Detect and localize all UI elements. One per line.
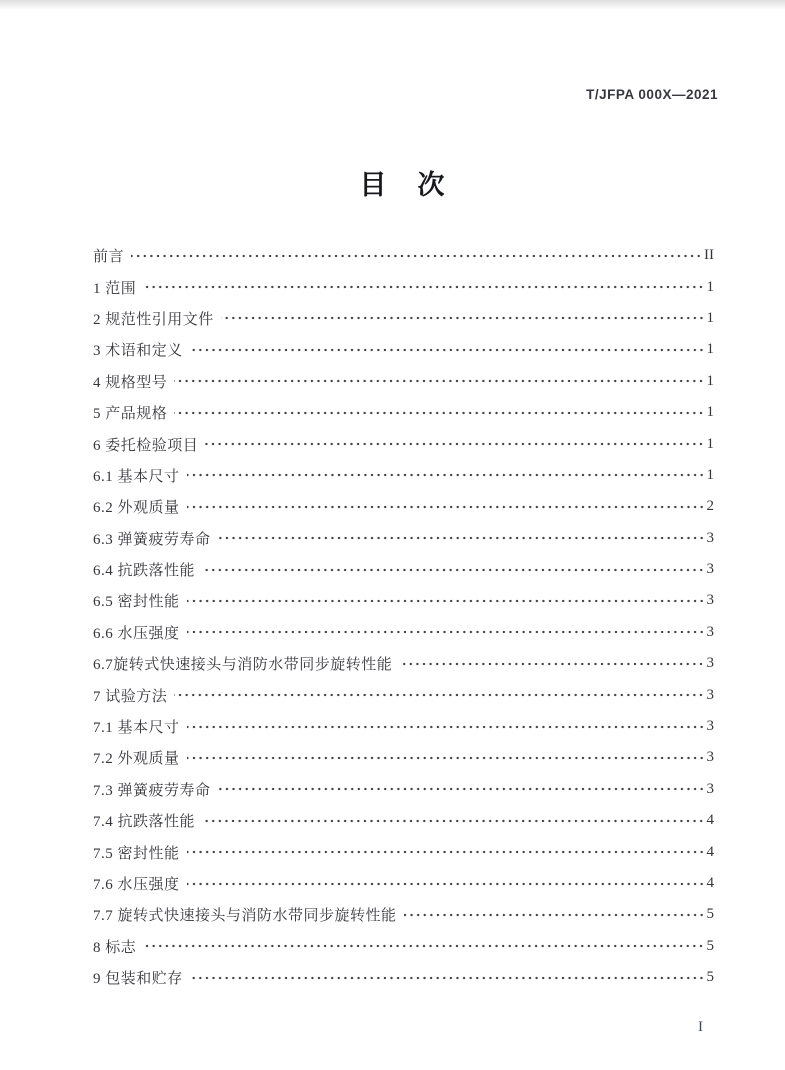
- toc-entry-page-number: 1: [706, 466, 714, 483]
- toc-entry-label: 4 规格型号: [93, 374, 168, 391]
- toc-entry: [93, 805, 714, 836]
- toc-entry: [93, 899, 714, 930]
- toc-entry-page-number: 5: [706, 969, 714, 986]
- toc-dot-leader: [202, 554, 704, 585]
- toc-entry-page-number: 3: [706, 749, 714, 766]
- toc-entry: [93, 836, 714, 867]
- toc-dot-leader: [187, 491, 705, 522]
- toc-entry-label: 7 试验方法: [93, 688, 168, 705]
- toc-entry-label: 6.1 基本尺寸: [93, 468, 180, 485]
- toc-entry: [93, 585, 714, 616]
- toc-dot-leader: [187, 585, 705, 616]
- toc-entry: [93, 617, 714, 648]
- toc-entry-label: 7.1 基本尺寸: [93, 720, 180, 737]
- toc-entry: [93, 366, 714, 397]
- toc-entry: [93, 554, 714, 585]
- toc-entry: [93, 523, 714, 554]
- toc-entry: [93, 742, 714, 773]
- toc-entry-page-number: 1: [706, 309, 714, 326]
- toc-entry-page-number: 5: [706, 906, 714, 923]
- toc-dot-leader: [221, 303, 705, 334]
- toc-dot-leader: [218, 523, 705, 554]
- toc-entry: [93, 962, 714, 993]
- toc-dot-leader: [187, 711, 705, 742]
- toc-entry-label: 6.6 水压强度: [93, 625, 180, 642]
- toc-entry-label: 7.5 密封性能: [93, 845, 180, 862]
- toc-entry: [93, 240, 714, 271]
- toc-entry-label: 前言: [93, 249, 125, 266]
- toc-entry-label: 6.3 弹簧疲劳寿命: [93, 531, 211, 548]
- toc-dot-leader: [187, 742, 705, 773]
- toc-dot-leader: [190, 962, 705, 993]
- toc-entry: [93, 648, 714, 679]
- toc-entry-page-number: 1: [706, 278, 714, 295]
- toc-entry-page-number: 3: [706, 655, 714, 672]
- toc-dot-leader: [187, 836, 705, 867]
- toc-dot-leader: [174, 397, 704, 428]
- toc-dot-leader: [174, 679, 704, 710]
- toc-entry-page-number: 4: [706, 843, 714, 860]
- toc-dot-leader: [187, 617, 705, 648]
- table-of-contents: [93, 240, 714, 993]
- toc-dot-leader: [187, 460, 705, 491]
- toc-entry: [93, 679, 714, 710]
- toc-dot-leader: [205, 428, 704, 459]
- toc-entry-label: 7.4 抗跌落性能: [93, 814, 196, 831]
- toc-entry-label: 7.3 弹簧疲劳寿命: [93, 782, 211, 799]
- toc-entry-page-number: 3: [706, 592, 714, 609]
- toc-entry-label: 6.7旋转式快速接头与消防水带同步旋转性能: [93, 657, 393, 674]
- toc-entry-label: 6.5 密封性能: [93, 594, 180, 611]
- toc-entry-page-number: 5: [706, 937, 714, 954]
- toc-dot-leader: [143, 931, 704, 962]
- standard-code: T/JFPA 000X—2021: [586, 87, 718, 102]
- toc-entry-page-number: 3: [706, 780, 714, 797]
- toc-dot-leader: [218, 774, 705, 805]
- toc-entry-page-number: 3: [706, 529, 714, 546]
- toc-entry-label: 7.6 水压强度: [93, 877, 180, 893]
- toc-entry-page-number: II: [704, 247, 714, 264]
- toc-entry-page-number: 3: [706, 623, 714, 640]
- toc-entry-page-number: 1: [706, 341, 714, 358]
- toc-entry-label: 7.2 外观质量: [93, 751, 180, 768]
- toc-dot-leader: [404, 899, 705, 930]
- toc-entry-label: 2 规范性引用文件: [93, 311, 214, 328]
- toc-dot-leader: [399, 648, 704, 679]
- toc-dot-leader: [187, 868, 705, 899]
- toc-entry: [93, 334, 714, 365]
- toc-entry-page-number: 4: [706, 875, 714, 891]
- toc-entry-page-number: 3: [706, 561, 714, 578]
- toc-dot-leader: [190, 334, 705, 365]
- toc-dot-leader: [131, 240, 702, 271]
- toc-entry: [93, 271, 714, 302]
- toc-entry: [93, 711, 714, 742]
- toc-entry-page-number: 1: [706, 372, 714, 389]
- toc-entry-label: 7.7 旋转式快速接头与消防水带同步旋转性能: [93, 908, 397, 925]
- toc-entry-page-number: 4: [706, 812, 714, 829]
- toc-dot-leader: [174, 366, 704, 397]
- footer-page-number: I: [698, 1019, 703, 1035]
- toc-entry: [93, 303, 714, 334]
- toc-entry-page-number: 1: [706, 435, 714, 452]
- toc-entry: [93, 428, 714, 459]
- toc-entry-label: 6 委托检验项目: [93, 437, 199, 454]
- toc-entry-page-number: 3: [706, 718, 714, 735]
- toc-entry: [93, 460, 714, 491]
- toc-entry-page-number: 2: [706, 498, 714, 515]
- toc-entry: [93, 491, 714, 522]
- toc-entry-label: 6.2 外观质量: [93, 500, 180, 517]
- toc-entry-label: 1 范围: [93, 280, 137, 297]
- toc-entry-label: 5 产品规格: [93, 406, 168, 423]
- page-title: 目 次: [359, 170, 447, 200]
- page-top-edge-shadow: [0, 0, 785, 10]
- toc-entry: [93, 931, 714, 962]
- toc-entry-label: 3 术语和定义: [93, 343, 183, 360]
- toc-entry: [93, 397, 714, 428]
- toc-entry: [93, 774, 714, 805]
- toc-entry-label: 9 包装和贮存: [93, 971, 183, 988]
- toc-entry-label: 8 标志: [93, 939, 137, 956]
- toc-dot-leader: [143, 271, 704, 302]
- toc-dot-leader: [202, 805, 704, 836]
- toc-entry-label: 6.4 抗跌落性能: [93, 563, 196, 580]
- toc-entry-page-number: 3: [706, 686, 714, 703]
- toc-entry-page-number: 1: [706, 404, 714, 421]
- toc-entry: [93, 868, 714, 899]
